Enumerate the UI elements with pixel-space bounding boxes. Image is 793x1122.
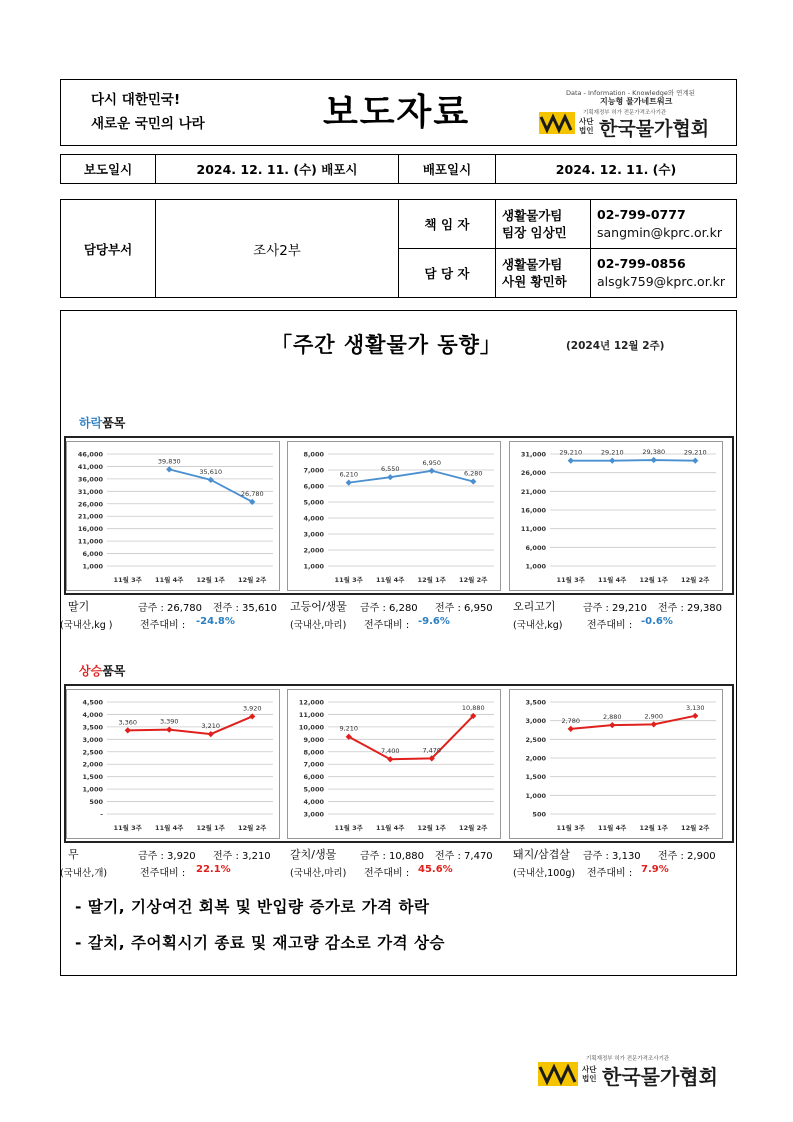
item-caption <box>290 598 505 632</box>
item-origin: (국내산,kg ) <box>60 620 113 631</box>
x-tick-label: 11월 3주 <box>113 576 142 584</box>
section-down-label <box>79 414 125 431</box>
label-staff: 담 당 자 <box>399 249 496 298</box>
x-tick-label: 11월 4주 <box>598 576 627 584</box>
org-name: 한국물가협회 <box>599 118 710 140</box>
y-tick-label: 26,000 <box>77 500 103 509</box>
y-tick-label: 500 <box>532 810 546 819</box>
y-tick-label: 1,000 <box>82 785 103 794</box>
data-point <box>208 477 214 483</box>
data-label: 3,390 <box>159 717 179 726</box>
data-point <box>692 713 698 719</box>
item-change-label: 전주대비 : <box>364 620 410 631</box>
tagline-line-2: 지능형 물가네트워크 <box>600 97 673 106</box>
press-header <box>60 79 737 146</box>
contact-table <box>60 199 737 298</box>
x-tick-label: 11월 3주 <box>334 824 363 832</box>
footer-logo <box>538 1054 738 1088</box>
item-change: 7.9% <box>641 864 669 875</box>
y-tick-label: 16,000 <box>520 506 546 515</box>
item-change: -0.6% <box>641 616 673 627</box>
staff-team-name <box>496 249 591 298</box>
item-change: -24.8% <box>196 616 235 627</box>
item-change-label: 전주대비 : <box>140 620 186 631</box>
item-caption <box>513 846 728 880</box>
manager-contact <box>591 200 737 249</box>
y-tick-label: 7,000 <box>303 466 324 475</box>
manager-name: 팀장 임상민 <box>502 225 567 240</box>
y-tick-label: 31,000 <box>77 487 103 496</box>
x-tick-label: 12월 1주 <box>639 576 668 584</box>
item-prev-week: 전주 : 2,900 <box>658 851 716 862</box>
data-point <box>208 731 214 737</box>
chart-panel <box>509 441 723 591</box>
data-point <box>568 726 574 732</box>
y-tick-label: 8,000 <box>303 450 324 459</box>
y-tick-label: 4,000 <box>303 798 324 807</box>
data-point <box>609 458 615 464</box>
y-tick-label: 11,000 <box>520 525 546 534</box>
y-tick-label: 41,000 <box>77 462 103 471</box>
data-label: 3,920 <box>242 704 262 713</box>
label-manager: 책 임 자 <box>399 200 496 249</box>
x-tick-label: 12월 1주 <box>196 824 225 832</box>
y-tick-label: 1,500 <box>82 773 103 782</box>
y-tick-label: 5,000 <box>303 498 324 507</box>
item-change: 45.6% <box>418 864 453 875</box>
y-tick-label: 6,000 <box>82 550 103 559</box>
y-tick-label: 21,000 <box>520 487 546 496</box>
label-dist-date: 배포일시 <box>399 155 496 184</box>
y-tick-label: 21,000 <box>77 512 103 521</box>
series-line <box>128 716 253 734</box>
chart-panel <box>66 441 280 591</box>
y-tick-label: 1,500 <box>525 773 546 782</box>
section-up-prefix: 상승 <box>79 664 103 678</box>
staff-team: 생활물가팀 <box>502 257 563 272</box>
y-tick-label: 26,000 <box>520 469 546 478</box>
data-label: 29,210 <box>559 448 583 457</box>
data-point <box>166 466 172 472</box>
dist-date: 2024. 12. 11. (수) <box>496 155 737 184</box>
y-tick-label: - <box>100 810 103 819</box>
data-label: 6,550 <box>380 465 400 474</box>
item-prev-week: 전주 : 3,210 <box>213 851 271 862</box>
footer-org-corp: 사단법인 <box>582 1065 597 1083</box>
data-label: 6,950 <box>422 458 442 467</box>
x-tick-label: 11월 4주 <box>598 824 627 832</box>
y-tick-label: 16,000 <box>77 525 103 534</box>
item-name: 딸기 <box>68 600 90 613</box>
item-name: 오리고기 <box>513 600 556 613</box>
data-label: 6,210 <box>339 470 359 479</box>
item-caption <box>513 598 728 632</box>
data-point <box>692 458 698 464</box>
data-label: 7,470 <box>422 746 442 755</box>
data-label: 29,210 <box>600 448 624 457</box>
x-tick-label: 11월 4주 <box>376 576 405 584</box>
chart-panel <box>509 689 723 839</box>
y-tick-label: 5,000 <box>303 785 324 794</box>
chart-panel <box>287 689 501 839</box>
slogan-line-2: 새로운 국민의 나라 <box>91 116 205 132</box>
data-point <box>387 474 393 480</box>
y-tick-label: 46,000 <box>77 450 103 459</box>
data-point <box>568 458 574 464</box>
y-tick-label: 4,000 <box>303 514 324 523</box>
slogan-line-1: 다시 대한민국! <box>91 92 181 108</box>
report-title: 「주간 생활물가 동향」 <box>271 333 502 357</box>
item-change-label: 전주대비 : <box>140 868 186 879</box>
line-chart <box>67 690 281 840</box>
y-tick-label: 2,500 <box>82 748 103 757</box>
data-point <box>470 478 476 484</box>
chart-panel <box>287 441 501 591</box>
report-week: (2024년 12월 2주) <box>566 340 665 352</box>
y-tick-label: 3,000 <box>303 530 324 539</box>
manager-phone: 02-799-0777 <box>597 207 686 222</box>
item-this-week: 금주 : 3,130 <box>583 851 641 862</box>
data-label: 7,400 <box>380 747 400 756</box>
item-change-label: 전주대비 : <box>587 620 633 631</box>
data-point <box>125 727 131 733</box>
data-label: 2,780 <box>561 716 581 725</box>
line-chart <box>67 442 281 592</box>
x-tick-label: 12월 1주 <box>417 576 446 584</box>
data-label: 29,210 <box>683 448 707 457</box>
section-up-label <box>79 662 125 679</box>
summary-line-1: - 딸기, 기상여건 회복 및 반입량 증가로 가격 하락 <box>75 898 430 916</box>
x-tick-label: 12월 2주 <box>681 576 710 584</box>
x-tick-label: 12월 1주 <box>196 576 225 584</box>
data-label: 3,360 <box>118 718 138 727</box>
y-tick-label: 4,000 <box>82 710 103 719</box>
item-change-label: 전주대비 : <box>364 868 410 879</box>
report-date: 2024. 12. 11. (수) 배포시 <box>156 155 399 184</box>
data-label: 6,280 <box>463 469 483 478</box>
y-tick-label: 3,500 <box>82 723 103 732</box>
staff-email[interactable]: alsgk759@kprc.or.kr <box>597 274 726 289</box>
x-tick-label: 12월 1주 <box>639 824 668 832</box>
y-tick-label: 1,000 <box>82 562 103 571</box>
manager-email[interactable]: sangmin@kprc.or.kr <box>597 225 722 240</box>
data-point <box>166 727 172 733</box>
x-tick-label: 11월 4주 <box>155 576 184 584</box>
y-tick-label: 9,000 <box>303 735 324 744</box>
org-corp: 사단법인 <box>579 117 594 135</box>
tagline-line-1: Data - Information - Knowledge와 연계된 <box>566 89 696 97</box>
x-tick-label: 12월 2주 <box>238 576 267 584</box>
y-tick-label: 2,000 <box>82 760 103 769</box>
x-tick-label: 12월 2주 <box>459 824 488 832</box>
y-tick-label: 10,000 <box>298 723 324 732</box>
y-tick-label: 500 <box>89 798 103 807</box>
data-point <box>429 468 435 474</box>
release-table <box>60 154 737 184</box>
series-line <box>349 471 474 483</box>
data-label: 26,780 <box>240 489 264 498</box>
data-label: 9,210 <box>339 724 359 733</box>
y-tick-label: 31,000 <box>520 450 546 459</box>
y-tick-label: 3,500 <box>525 698 546 707</box>
item-prev-week: 전주 : 29,380 <box>658 603 723 614</box>
data-label: 39,830 <box>157 457 181 466</box>
footer-org-subtitle: 기획재정부 허가 전문가격조사기관 <box>586 1056 670 1062</box>
item-this-week: 금주 : 29,210 <box>583 603 648 614</box>
data-label: 10,880 <box>461 703 485 712</box>
y-tick-label: 1,000 <box>525 791 546 800</box>
item-origin: (국내산,개) <box>60 868 108 879</box>
org-logo <box>539 108 729 138</box>
y-tick-label: 3,000 <box>525 717 546 726</box>
item-caption <box>60 846 283 880</box>
data-point <box>346 480 352 486</box>
item-name: 갈치/생물 <box>290 848 337 861</box>
y-tick-label: 6,000 <box>303 773 324 782</box>
staff-name: 사원 황민하 <box>502 274 567 289</box>
y-tick-label: 7,000 <box>303 760 324 769</box>
data-point <box>609 722 615 728</box>
data-label: 3,130 <box>685 703 705 712</box>
label-report-date: 보도일시 <box>61 155 156 184</box>
y-tick-label: 3,000 <box>303 810 324 819</box>
item-origin: (국내산,100g) <box>513 868 576 879</box>
data-point <box>651 457 657 463</box>
item-change: 22.1% <box>196 864 231 875</box>
data-label: 29,380 <box>642 448 666 457</box>
y-tick-label: 4,500 <box>82 698 103 707</box>
data-label: 2,900 <box>644 712 664 721</box>
y-tick-label: 1,000 <box>525 562 546 571</box>
x-tick-label: 11월 3주 <box>113 824 142 832</box>
item-caption <box>60 598 283 632</box>
y-tick-label: 36,000 <box>77 475 103 484</box>
line-chart <box>510 690 724 840</box>
staff-phone: 02-799-0856 <box>597 256 686 271</box>
item-caption <box>290 846 505 880</box>
section-down-suffix: 품목 <box>102 416 126 430</box>
page-title: 보도자료 <box>323 92 471 133</box>
series-line <box>349 716 474 759</box>
org-subtitle: 기획재정부 허가 전문가격조사기관 <box>583 110 667 116</box>
x-tick-label: 12월 2주 <box>459 576 488 584</box>
footer-logo-mark-icon <box>538 1062 578 1086</box>
item-origin: (국내산,kg) <box>513 620 563 631</box>
data-label: 3,210 <box>201 722 221 731</box>
y-tick-label: 11,000 <box>77 537 103 546</box>
item-prev-week: 전주 : 7,470 <box>435 851 493 862</box>
summary-line-2: - 갈치, 주어획시기 종료 및 재고량 감소로 가격 상승 <box>75 934 445 952</box>
staff-contact <box>591 249 737 298</box>
section-down-prefix: 하락 <box>79 416 103 430</box>
y-tick-label: 3,000 <box>82 735 103 744</box>
org-logo-mark-icon <box>539 112 575 134</box>
line-chart <box>510 442 724 592</box>
manager-team: 생활물가팀 <box>502 208 563 223</box>
y-tick-label: 6,000 <box>303 482 324 491</box>
dept: 조사2부 <box>156 200 399 298</box>
x-tick-label: 11월 4주 <box>376 824 405 832</box>
x-tick-label: 12월 2주 <box>238 824 267 832</box>
x-tick-label: 11월 3주 <box>556 824 585 832</box>
item-this-week: 금주 : 3,920 <box>138 851 196 862</box>
item-name: 고등어/생물 <box>290 600 347 613</box>
item-change-label: 전주대비 : <box>587 868 633 879</box>
item-this-week: 금주 : 26,780 <box>138 603 203 614</box>
data-label: 2,880 <box>602 713 622 722</box>
data-point <box>651 721 657 727</box>
y-tick-label: 6,000 <box>525 543 546 552</box>
manager-team-name <box>496 200 591 249</box>
data-label: 35,610 <box>199 467 223 476</box>
footer-org-name: 한국물가협회 <box>602 1065 718 1089</box>
x-tick-label: 11월 4주 <box>155 824 184 832</box>
section-up-suffix: 품목 <box>102 664 126 678</box>
x-tick-label: 11월 3주 <box>556 576 585 584</box>
y-tick-label: 1,000 <box>303 562 324 571</box>
line-chart <box>288 442 502 592</box>
chart-panel <box>66 689 280 839</box>
item-this-week: 금주 : 10,880 <box>360 851 425 862</box>
label-dept: 담당부서 <box>61 200 156 298</box>
item-change: -9.6% <box>418 616 450 627</box>
line-chart <box>288 690 502 840</box>
y-tick-label: 11,000 <box>298 710 324 719</box>
item-name: 무 <box>68 848 79 861</box>
y-tick-label: 2,500 <box>525 735 546 744</box>
item-prev-week: 전주 : 35,610 <box>213 603 278 614</box>
series-line <box>571 460 696 461</box>
item-origin: (국내산,마리) <box>290 620 347 631</box>
series-line <box>571 716 696 729</box>
item-name: 돼지/삼겹살 <box>513 848 570 861</box>
x-tick-label: 12월 2주 <box>681 824 710 832</box>
item-this-week: 금주 : 6,280 <box>360 603 418 614</box>
y-tick-label: 2,000 <box>303 546 324 555</box>
y-tick-label: 12,000 <box>298 698 324 707</box>
y-tick-label: 2,000 <box>525 754 546 763</box>
item-prev-week: 전주 : 6,950 <box>435 603 493 614</box>
x-tick-label: 11월 3주 <box>334 576 363 584</box>
x-tick-label: 12월 1주 <box>417 824 446 832</box>
item-origin: (국내산,마리) <box>290 868 347 879</box>
y-tick-label: 8,000 <box>303 748 324 757</box>
